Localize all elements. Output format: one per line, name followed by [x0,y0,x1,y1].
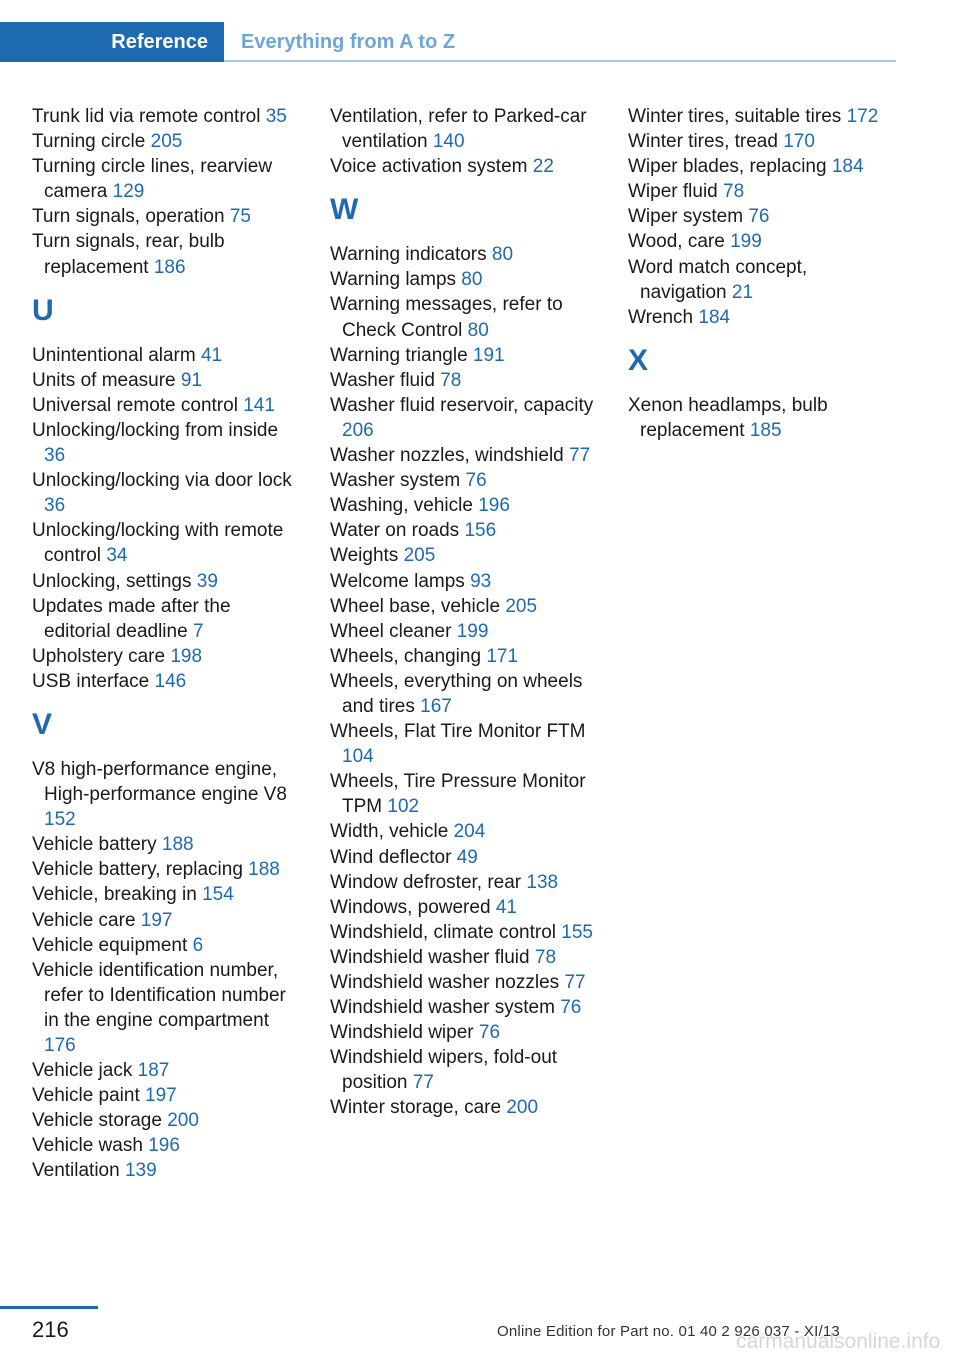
index-entry [32,669,302,694]
index-entry [330,995,600,1020]
index-letter-heading: V [32,707,53,741]
index-page-link[interactable]: 76 [478,1022,501,1044]
index-column-3 [628,104,898,443]
index-entry-term: Vehicle jack [32,1060,133,1082]
index-entry-term: Units of measure [32,369,176,391]
index-entry [330,845,600,870]
index-page-link[interactable]: 7 [192,620,204,642]
index-entry [330,669,600,719]
index-entry [32,204,302,229]
index-entry-term: Warning indicators [330,244,487,266]
index-page-link[interactable]: 156 [464,520,497,542]
index-entry-term: Wiper fluid [628,181,718,203]
index-page-link[interactable]: 146 [154,670,187,692]
index-page-link[interactable]: 140 [432,131,465,153]
index-page-link[interactable]: 77 [564,972,586,993]
index-entry-term: Upholstery care [32,645,166,667]
index-page-link[interactable]: 76 [748,206,770,228]
index-entry [330,970,600,995]
index-entry-term: Turning circle [32,131,146,153]
header-rule [224,60,896,62]
section-tab: Reference [0,22,224,62]
index-entry [32,882,302,907]
index-entry [330,468,600,493]
index-page-link[interactable]: 138 [526,871,559,893]
index-entry-term: Windshield wiper [330,1022,474,1044]
index-page-link[interactable]: 102 [387,796,420,818]
index-entry-term: Winter tires, suitable tires [628,106,842,127]
index-entry [330,242,600,267]
index-entry-term: Wood, care [628,231,725,253]
index-entry [32,129,302,154]
index-entry-term: Windshield, climate control [330,921,556,943]
index-entry-term: Voice activation system [330,156,528,178]
index-page-link[interactable]: 205 [505,595,538,617]
index-page-link[interactable]: 77 [569,445,591,467]
index-entry-term: V8 high-performance engine, High-performance engine V8 [32,758,287,806]
index-entry-term: Weights [330,545,399,567]
index-entry-term: Windshield washer nozzles [330,972,560,993]
page-number: 216 [32,1317,69,1342]
index-entry [330,594,600,619]
index-entry [330,1095,600,1120]
index-entry [628,154,898,179]
index-entry-term: Width, vehicle [330,821,449,843]
index-entry-term: Warning messages, refer to Check Control [330,294,563,341]
index-entry [32,104,302,129]
index-entry-term: Windows, powered [330,896,491,918]
section-subtitle: Everything from A to Z [241,31,456,53]
index-entry [32,594,302,644]
index-entry [32,908,302,933]
index-entry-term: Water on roads [330,520,460,542]
index-entry [330,619,600,644]
index-entry [330,393,600,443]
index-entry-term: Unlocking/locking with remote control [32,520,284,567]
index-entry-term: Windshield washer fluid [330,946,530,968]
index-entry [330,719,600,769]
index-entry-term: Vehicle equipment [32,934,188,956]
index-entry-term: Wheels, changing [330,645,482,667]
index-entry-term: Wheels, Flat Tire Monitor FTM [330,721,586,743]
index-entry [628,104,898,129]
index-entry [330,819,600,844]
index-page-link[interactable]: 198 [170,645,203,667]
index-page-link[interactable]: 172 [846,106,879,127]
index-entry [330,292,600,342]
index-page-link[interactable]: 35 [265,106,287,127]
index-page-link[interactable]: 6 [192,934,204,956]
index-page-link[interactable]: 34 [106,545,128,567]
watermark: carmanualsonline.info [736,1330,941,1353]
edition-note: Online Edition for Part no. 01 40 2 926 037 - XI/13 [497,1323,840,1340]
index-entry [330,1045,600,1095]
index-entry-term: Vehicle battery [32,834,157,856]
index-page-link[interactable]: 36 [44,445,66,467]
index-entry-term: USB interface [32,670,150,692]
index-entry-term: Winter storage, care [330,1097,502,1119]
index-entry [330,343,600,368]
index-entry [628,229,898,254]
index-entry-term: Windshield washer system [330,997,555,1019]
index-entry-term: Vehicle, breaking in [32,884,197,906]
index-entry [628,305,898,330]
index-letter-heading: W [330,193,359,227]
index-entry-term: Turning circle lines, rearview camera [32,156,273,203]
index-entry-term: Updates made after the editorial deadline [32,595,231,642]
index-entry-term: Warning lamps [330,269,457,291]
index-entry [330,920,600,945]
index-entry-term: Universal remote control [32,394,238,416]
index-entry [330,644,600,669]
footer-rule [0,1306,98,1309]
index-page-link[interactable]: 206 [342,419,374,441]
index-entry-term: Wiper blades, replacing [628,156,827,178]
index-entry-term: Washer fluid [330,369,435,391]
index-page-link[interactable]: 80 [461,269,483,291]
index-page-link[interactable]: 197 [145,1085,177,1107]
index-page-link[interactable]: 155 [561,921,593,943]
index-entry [330,493,600,518]
index-entry [330,543,600,568]
index-page-link[interactable]: 154 [202,884,234,906]
index-entry-term: Vehicle identification number, refer to Identification number in the engine compartment [32,959,286,1031]
index-entry [32,832,302,857]
index-page-link[interactable]: 75 [229,206,251,228]
index-entry-term: Washer system [330,470,461,492]
index-entry [32,958,302,1058]
index-entry [628,129,898,154]
index-entry-term: Window defroster, rear [330,871,522,893]
index-page-link[interactable]: 139 [124,1160,157,1182]
index-entry [32,933,302,958]
index-entry [32,1058,302,1083]
index-letter-heading: U [32,293,54,327]
index-page-link[interactable]: 39 [196,570,218,592]
index-entry [330,443,600,468]
index-page-link[interactable]: 78 [723,181,745,203]
index-entry [32,1158,302,1183]
index-entry [32,1083,302,1108]
index-entry [330,569,600,594]
index-page-link[interactable]: 196 [148,1135,180,1157]
index-entry [32,229,302,279]
index-column-2 [330,104,600,1121]
index-entry [32,757,302,832]
index-entry-term: Windshield wipers, fold-out position [330,1047,558,1094]
index-entry [330,518,600,543]
index-entry-term: Turn signals, operation [32,206,225,228]
index-entry-term: Unlocking, settings [32,570,192,592]
index-entry [330,267,600,292]
index-entry-term: Washing, vehicle [330,495,473,517]
index-entry-term: Warning triangle [330,344,468,366]
index-entry-term: Winter tires, tread [628,131,778,153]
index-page-link[interactable]: 197 [140,909,173,931]
index-page-link[interactable]: 77 [412,1072,434,1094]
index-entry [330,104,600,154]
index-entry-term: Xenon headlamps, bulb replacement [628,394,828,441]
index-page-link[interactable]: 184 [698,306,731,328]
index-page-link[interactable]: 76 [465,470,487,492]
index-page-link[interactable]: 36 [44,495,66,517]
index-page-link[interactable]: 78 [440,369,462,391]
index-entry-term: Vehicle paint [32,1085,140,1107]
index-entry [330,1020,600,1045]
index-page-link[interactable]: 187 [137,1060,170,1082]
index-entry [330,870,600,895]
index-entry-term: Wrench [628,306,694,328]
index-page-link[interactable]: 196 [478,495,510,517]
index-page-link[interactable]: 78 [534,946,557,968]
index-entry-term: Vehicle storage [32,1110,162,1132]
index-entry-term: Wheels, everything on wheels and tires [330,670,583,717]
index-entry [32,1108,302,1133]
index-entry [32,154,302,204]
index-page-link[interactable]: 93 [470,570,492,592]
index-page-link[interactable]: 167 [420,695,452,717]
index-entry [330,154,600,179]
index-page-link[interactable]: 205 [403,545,436,567]
index-page-link[interactable]: 41 [200,344,223,366]
index-entry [628,204,898,229]
index-page-link[interactable]: 191 [472,344,505,366]
index-page-link[interactable]: 205 [150,131,183,153]
index-page-link[interactable]: 129 [112,181,145,203]
index-entry [330,945,600,970]
index-page-link[interactable]: 176 [44,1035,76,1056]
index-entry-term: Welcome lamps [330,570,465,592]
index-entry-term: Vehicle wash [32,1135,143,1157]
index-entry-term: Wheel base, vehicle [330,595,501,617]
index-page-link[interactable]: 80 [491,244,514,266]
index-entry-term: Washer nozzles, windshield [330,445,564,467]
index-page-link[interactable]: 184 [831,156,864,178]
index-page-link[interactable]: 21 [731,281,754,303]
index-entry-term: Vehicle battery, replacing [32,859,243,881]
index-entry [32,343,302,368]
index-entry-term: Unlocking/locking from inside [32,419,279,441]
index-page-link[interactable]: 170 [783,131,815,153]
index-entry [628,179,898,204]
index-page-link[interactable]: 186 [153,256,186,278]
index-entry-term: Wiper system [628,206,744,228]
index-page-link[interactable]: 200 [167,1110,199,1132]
index-entry-term: Trunk lid via remote control [32,106,261,127]
index-entry-term: Unintentional alarm [32,344,196,366]
index-entry-term: Ventilation [32,1160,120,1182]
index-page-link[interactable]: 91 [180,369,203,391]
index-page-link[interactable]: 22 [532,156,554,178]
index-entry-term: Wind deflector [330,846,452,868]
index-page-link[interactable]: 152 [44,809,76,831]
index-entry [32,393,302,418]
index-page-link[interactable]: 204 [453,821,486,843]
index-entry-term: Unlocking/locking via door lock [32,470,292,492]
index-entry-term: Word match concept, navigation [628,256,808,303]
index-page-link[interactable]: 185 [749,419,782,441]
index-page-link[interactable]: 104 [342,746,374,768]
index-letter-heading: X [628,343,649,377]
index-entry [32,857,302,882]
index-column-1 [32,104,302,1184]
index-entry [32,569,302,594]
index-entry [32,418,302,468]
index-page-link[interactable]: 141 [243,394,275,416]
index-entry [32,518,302,568]
index-entry [32,644,302,669]
index-page-link[interactable]: 171 [486,645,519,667]
index-entry-term: Ventilation, refer to Parked-car ventilation [330,106,587,153]
index-page-link[interactable]: 80 [467,319,489,341]
index-page-link[interactable]: 199 [456,620,489,642]
index-entry [32,368,302,393]
index-page-link[interactable]: 49 [456,846,478,868]
index-page-link[interactable]: 200 [506,1097,539,1119]
index-entry [32,1133,302,1158]
index-page-link[interactable]: 199 [730,231,762,253]
index-entry-term: Washer fluid reservoir, capacity [330,394,594,416]
index-page-link[interactable]: 76 [560,997,582,1019]
index-entry [628,393,898,443]
index-entry-term: Wheels, Tire Pressure Monitor TPM [330,771,586,818]
index-page-link[interactable]: 188 [161,834,194,856]
index-page-link[interactable]: 41 [495,896,517,918]
index-entry [628,255,898,305]
index-entry [330,895,600,920]
index-entry-term: Wheel cleaner [330,620,452,642]
index-entry [330,769,600,819]
index-page-link[interactable]: 188 [248,859,280,881]
index-entry [330,368,600,393]
index-entry-term: Vehicle care [32,909,136,931]
index-entry-term: Turn signals, rear, bulb replacement [32,231,225,278]
index-entry [32,468,302,518]
